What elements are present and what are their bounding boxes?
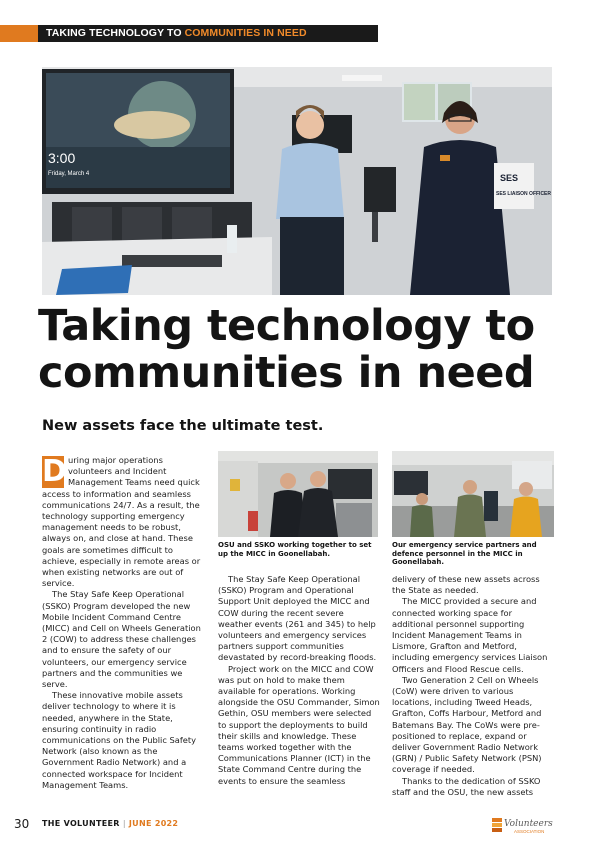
col3-paragraph-2: The MICC provided a secure and connected working space for additional personnel supporting Incident Management Teams in Lismore, Grafton and Metford, including emergency services Liaison Officers and Flood Rescue cells. [392, 596, 548, 674]
headline-line-1: Taking technology to [38, 301, 535, 351]
col1-paragraph-3: These innovative mobile assets deliver technology to where it is needed, anywhere in the State, ensuring continuity in radio communications on the Public Safety Network (also known as the Government Radio Network) and a connected workspace for Incident Management Teams. [42, 690, 197, 790]
page-number: 30 [14, 817, 30, 831]
caption-osu-ssko: OSU and SSKO working together to set up the MICC in Goonellabah. [218, 541, 372, 558]
drop-cap: D [42, 454, 67, 489]
article-column-3 [392, 574, 554, 798]
logo-text: Volunteers [504, 819, 553, 829]
col1-paragraph-1 [42, 455, 202, 589]
section-label-part1: TAKING TECHNOLOGY TO [46, 27, 185, 39]
col3-paragraph-3: Two Generation 2 Cell on Wheels (CoW) were driven to various locations, including Tweed Heads, Grafton, Coffs Harbour, Metford and Batemans Bay. The CoWs were pre-positioned to replace, expand or deliver Government Radio Network (GRN) / Public Safety Network (PSN) coverage if needed. [392, 674, 542, 775]
article-subhead: New assets face the ultimate test. [42, 418, 324, 434]
section-label-part2: COMMUNITIES IN NEED [184, 27, 307, 39]
caption-partners-defence: Our emergency service partners and defence personnel in the MICC in Goonellabah. [392, 541, 537, 567]
article-column-1 [42, 455, 202, 791]
footer-magazine [42, 819, 178, 828]
col2-paragraph-2: Project work on the MICC and COW was put on hold to make them available for operations. Working alongside the OSU Commander, Simon Gethin, OSU members were selected to support the deployments to build their skills and knowledge. These teams worked together with the Communications Planner (ICT) in the State Command Centre during the events to ensure the seamless [218, 663, 380, 786]
issue-date: JUNE 2022 [128, 819, 179, 828]
col2-paragraph-1: The Stay Safe Keep Operational (SSKO) Program and Operational Support Unit deployed the MICC and COW during the recent severe weather events (261 and 345) to help volunteers and emergency services partners support communities devastated by record-breaking floods. [218, 574, 377, 663]
hero-photo [42, 67, 552, 295]
section-header-bar [0, 25, 378, 42]
screen-clock-text: 3:00 [48, 150, 76, 166]
partners-defence-photo-illustration [392, 451, 554, 537]
headline-line-2: communities in need [38, 348, 535, 398]
uniform-patch-subtext: SES LIAISON OFFICER [496, 191, 552, 197]
screen-date-text: Friday, March 4 [48, 171, 90, 177]
magazine-title: THE VOLUNTEER [42, 819, 120, 828]
section-accent [0, 25, 38, 42]
page-footer [0, 815, 595, 835]
volunteers-association-logo [492, 815, 558, 835]
col3-paragraph-4: Thanks to the dedication of SSKO staff and the OSU, the new assets [392, 775, 541, 797]
footer-separator: | [122, 819, 126, 828]
article-headline [38, 303, 558, 397]
uniform-patch-text: SES [500, 173, 519, 183]
osu-ssko-photo-illustration [218, 451, 378, 537]
col3-paragraph-1: delivery of these new assets across the State as needed. [392, 574, 540, 596]
partners-defence-photo [392, 451, 554, 537]
section-label [38, 25, 378, 42]
osu-ssko-photo [218, 451, 378, 537]
article-column-2 [218, 574, 380, 787]
col1-paragraph-1-text: uring major operations volunteers and Incident Management Teams need quick access to information and seamless communications 24/7. As a result, the technology supporting emergency management needs to be robust, always on, and close at hand. These goals are sometimes difficult to achieve, especially in remote areas or when existing networks are out of service. [42, 455, 201, 589]
col1-paragraph-2: The Stay Safe Keep Operational (SSKO) Program developed the new Mobile Incident Command Centre (MICC) and Cell on Wheels Generation 2 (COW) to address these challenges and to ensure the safety of our volunteers, our emergency service partners and the communities we serve. [42, 589, 201, 690]
logo-subtext: ASSOCIATION [514, 829, 545, 834]
hero-photo-illustration [42, 67, 552, 295]
